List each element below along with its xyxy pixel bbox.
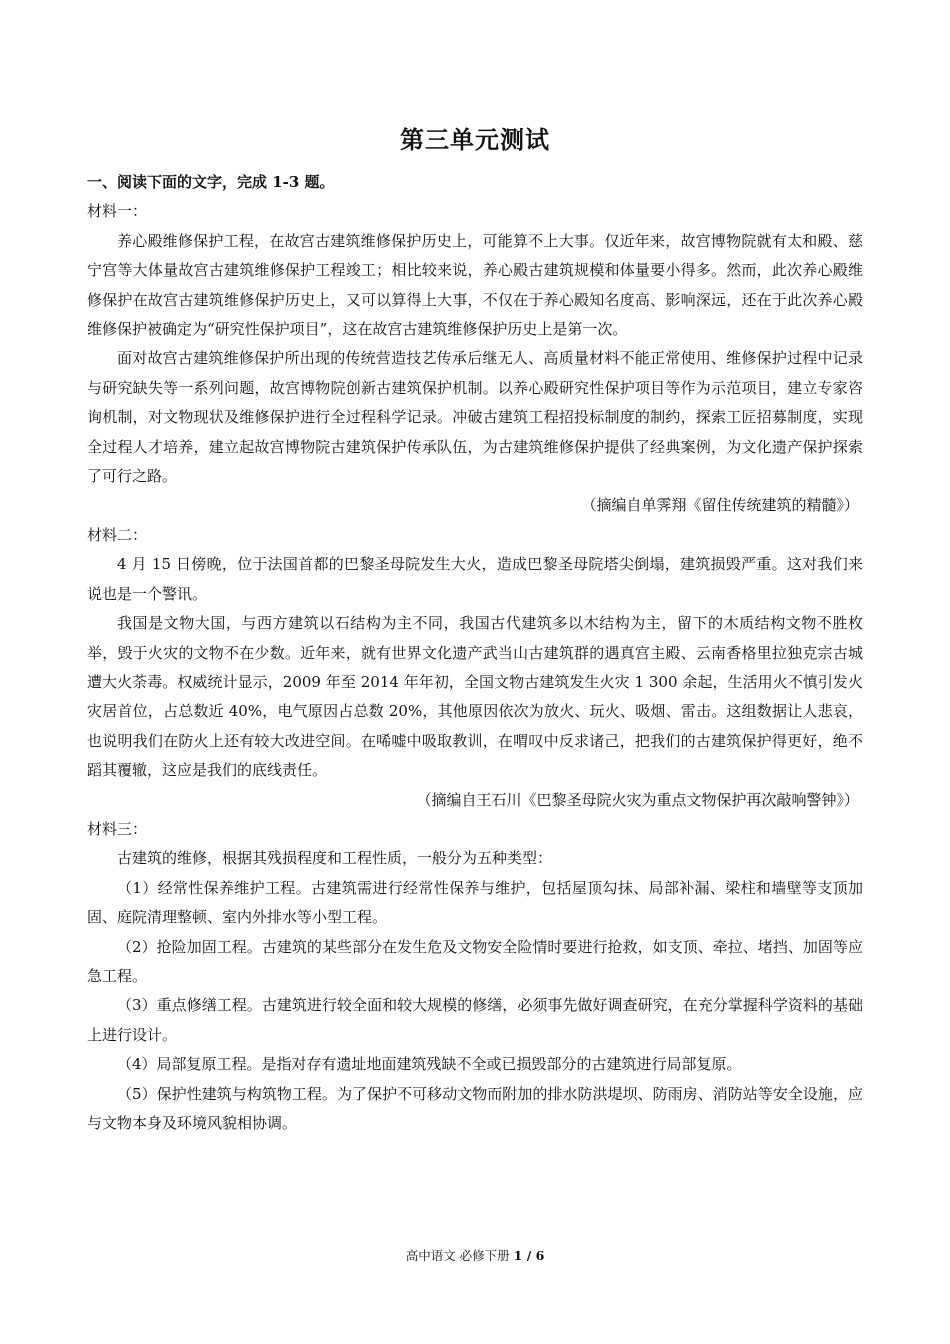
page-footer bbox=[0, 1246, 950, 1266]
maintenance-type-item: （3）重点修缮工程。古建筑进行较全面和较大规模的修缮，必须事先做好调查研究，在充分掌握科学资料的基础上进行设计。 bbox=[87, 996, 863, 1044]
page-title: 第三单元测试 bbox=[400, 125, 550, 154]
material-three-label: 材料三： bbox=[87, 819, 148, 838]
material-one-paragraph: 面对故宫古建筑维修保护所出现的传统营造技艺传承后继无人、高质量材料不能正常使用、维修保护过程中记录与研究缺失等一系列问题，故宫博物院创新古建筑保护机制。以养心殿研究性保护项目等作为示范项目，建立专家咨询机制，对文物现状及维修保护进行全过程科学记录。冲破古建筑工程招投标制度的制约，探索工匠招募制度，实现全过程人才培养，建立起故宫博物院古建筑保护传承队伍，为古建筑维修保护提供了经典案例，为文化遗产保护探索了可行之路。 bbox=[87, 349, 863, 486]
material-one-label: 材料一： bbox=[87, 202, 148, 221]
maintenance-type-item: （5）保护性建筑与构筑物工程。为了保护不可移动文物而附加的排水防洪堤坝、防雨房、消防站等安全设施，应与文物本身及环境风貌相协调。 bbox=[87, 1084, 863, 1132]
material-one-paragraph: 养心殿维修保护工程，在故宫古建筑维修保护历史上，可能算不上大事。仅近年来，故宫博物院就有太和殿、慈宁宫等大体量故宫古建筑维修保护工程竣工；相比较来说，养心殿古建筑规模和体量要小得多。然而，此次养心殿维修保护在故宫古建筑维修保护历史上，又可以算得上大事，不仅在于养心殿知名度高、影响深远，还在于此次养心殿维修保护被确定为“研究性保护项目”，这在故宫古建筑维修保护历史上是第一次。 bbox=[87, 231, 863, 339]
material-two-paragraph: 我国是文物大国，与西方建筑以石结构为主不同，我国古代建筑多以木结构为主，留下的木质结构文物不胜枚举，毁于火灾的文物不在少数。近年来，就有世界文化遗产武当山古建筑群的遇真宫主殿、云南香格里拉独克宗古城遭大火荼毒。权威统计显示，2009 年至 2014 年年初，全国文物古建筑发生火灾 1 300 余起，生活用火不慎引发火灾居首位，占总数近 40%，电气原因占总数 20%，其他原因依次为放火、玩火、吸烟、雷击。这组数据让人悲哀，也说明我们在防火上还有较大改进空间。在唏嘘中吸取教训，在喟叹中反求诸己，把我们的古建筑保护得更好，绝不蹈其覆辙，这应是我们的底线责任。 bbox=[87, 614, 863, 780]
maintenance-type-item: （4）局部复原工程。是指对存有遗址地面建筑残缺不全或已损毁部分的古建筑进行局部复原。 bbox=[117, 1055, 742, 1074]
maintenance-type-item: （1）经常性保养维护工程。古建筑需进行经常性保养与维护，包括屋顶勾抹、局部补漏、梁柱和墙壁等支顶加固、庭院清理整顿、室内外排水等小型工程。 bbox=[87, 878, 863, 927]
material-two-paragraph: 4 月 15 日傍晚，位于法国首都的巴黎圣母院发生大火，造成巴黎圣母院塔尖倒塌，建筑损毁严重。这对我们来说也是一个警讯。 bbox=[87, 555, 863, 603]
page-number: 1 / 6 bbox=[513, 1248, 545, 1263]
section-heading: 一、阅读下面的文字，完成 1-3 题。 bbox=[87, 173, 335, 191]
footer-course: 高中语文 必修下册 bbox=[405, 1248, 514, 1263]
material-two-label: 材料二： bbox=[87, 525, 148, 544]
material-two-source: （摘编自王石川《巴黎圣母院火灾为重点文物保护再次敲响警钟》） bbox=[416, 790, 859, 809]
material-one-source: （摘编自单霁翔《留住传统建筑的精髓》） bbox=[581, 496, 859, 515]
material-three-intro: 古建筑的维修，根据其残损程度和工程性质，一般分为五种类型： bbox=[117, 849, 553, 868]
maintenance-type-item: （2）抢险加固工程。古建筑的某些部分在发生危及文物安全险情时要进行抢救，如支顶、牵拉、堵挡、加固等应急工程。 bbox=[87, 937, 863, 985]
document-body bbox=[87, 168, 863, 1138]
